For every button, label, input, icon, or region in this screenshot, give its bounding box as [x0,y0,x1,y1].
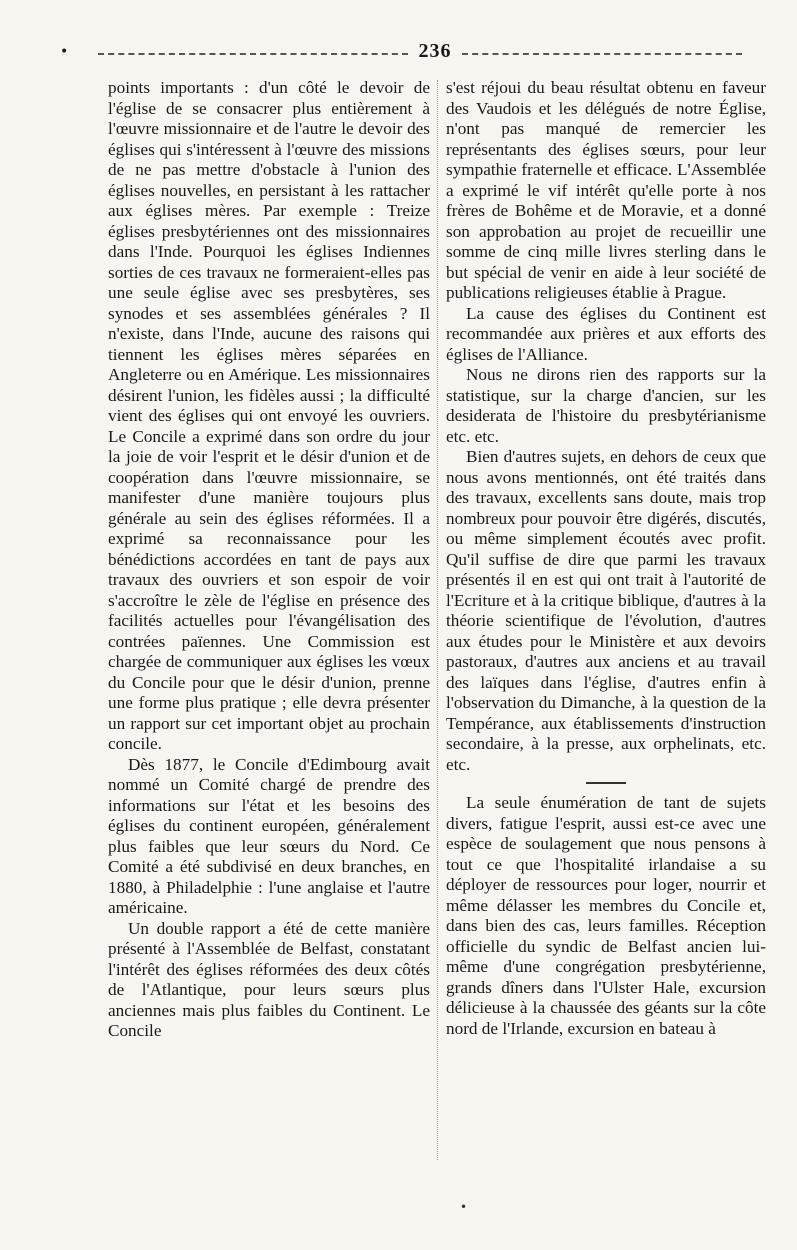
page-number: 236 [418,40,452,62]
paragraph: La cause des églises du Continent est recommandée aux prières et aux efforts des églises de l'Alliance. [446,303,766,364]
header-rule-right [462,53,742,55]
paragraph: Nous ne dirons rien des rapports sur la statistique, sur la charge d'ancien, sur les desiderata de l'histoire du presbytérianisme etc. etc. [446,365,766,446]
paragraph: points importants : d'un côté le devoir de l'église de se consacrer plus entièrement à l'œuvre missionnaire et de l'autre le devoir des églises qui s'intéressent à l'œuvre des missions de ne pas mettre d'obstacle à l'union des églises nouvelles, en persistant à les rattacher aux églises mères. Par exemple : Treize églises presbytériennes ont des missionnaires dans l'Inde. Pourquoi les églises Indiennes sorties de ces travaux ne formeraient-elles pas une seule église avec ses presbytères, ses synodes et ses assemblées générales ? Il n'existe, dans l'Inde, aucune des raisons qui tiennent les églises mères séparées en Angleterre ou en Amérique. Les missionnaires désirent l'union, les fidèles aussi ; la difficulté vient des églises qui ont envoyé les ouvriers. Le Concile a exprimé dans son ordre du jour la joie de voir l'esprit et le désir d'union et de coopération dans l'œuvre missionnaire, se manifester d'une manière toujours plus générale au sein des églises réformées. Il a exprimé sa reconnaissance pour les bénédictions accordées en tant de pays aux travaux des ouvriers et son espoir de voir s'accroître le zèle de l'église en présence des facilités actuelles pour l'évangélisation des contrées païennes. Une Commission est chargée de communiquer aux églises les vœux du Concile pour que le désir d'union, prenne une forme plus pratique ; elle devra présenter un rapport sur cet important objet au prochain concile. [108,78,430,753]
footer-mark: • [460,1200,468,1214]
column-gutter [437,80,438,1160]
right-column [446,78,766,1039]
header-rule-left [98,53,408,55]
paragraph: Dès 1877, le Concile d'Edimbourg avait nommé un Comité chargé de prendre des informations sur l'état et les besoins des églises du continent européen, généralement plus faibles que leur sœurs du Nord. Ce Comité a été subdivisé en deux branches, en 1880, à Philadelphie : l'une anglaise et l'autre américaine. [108,754,430,917]
paragraph: Bien d'autres sujets, en dehors de ceux que nous avons mentionnés, ont été traités dans des travaux, excellents sans doute, mais trop nombreux pour pouvoir être digérés, discutés, ou même simplement écoutés avec profit. Qu'il suffise de dire que parmi les travaux présentés il en est qui ont trait à l'autorité de l'Ecriture et à la critique biblique, d'autres à la théorie scientifique de l'évolution, d'autres aux études pour le Ministère et aux devoirs pastoraux, d'autres aux anciens et au travail des laïques dans l'église, d'autres enfin à l'observation du Dimanche, à la question de la Tempérance, aux établissements d'instruction secondaire, à la presse, aux orphelinats, etc. etc. [446,447,766,774]
left-column [108,78,430,1042]
paragraph: Un double rapport a été de cette manière présenté à l'Assemblée de Belfast, constatant l'intérêt des églises réformées des deux côtés de l'Atlantique, pour leurs sœurs plus anciennes mais plus faibles du Continent. Le Concile [108,918,430,1040]
page-header [80,38,740,68]
section-divider [586,779,626,787]
paragraph: La seule énumération de tant de sujets divers, fatigue l'esprit, aussi est-ce avec une espèce de soulagement que nous pensons à tout ce que l'hospitalité irlandaise a su déployer de ressources pour loger, nourrir et même délasser les membres du Concile et, dans bien des cas, leurs familles. Réception officielle du syndic de Belfast ancien lui-même d'une congrégation presbytérienne, grands dîners dans l'Ulster Hale, excursion délicieuse à la chaussée des géants sur la côte nord de l'Irlande, excursion en bateau à [446,793,766,1038]
paragraph: s'est réjoui du beau résultat obtenu en faveur des Vaudois et les délégués de notre Église, n'ont pas manqué de remercier les représentants des églises sœurs, pour leur sympathie fraternelle et efficace. L'Assemblée a exprimé le vif intérêt qu'elle porte à nos frères de Bohême et de Moravie, et a donné son approbation au projet de recueillir une somme de cinq mille livres sterling dans le but spécial de venir en aide à leur société de publications religieuses établie à Prague. [446,78,766,302]
margin-bullet: • [60,44,69,60]
